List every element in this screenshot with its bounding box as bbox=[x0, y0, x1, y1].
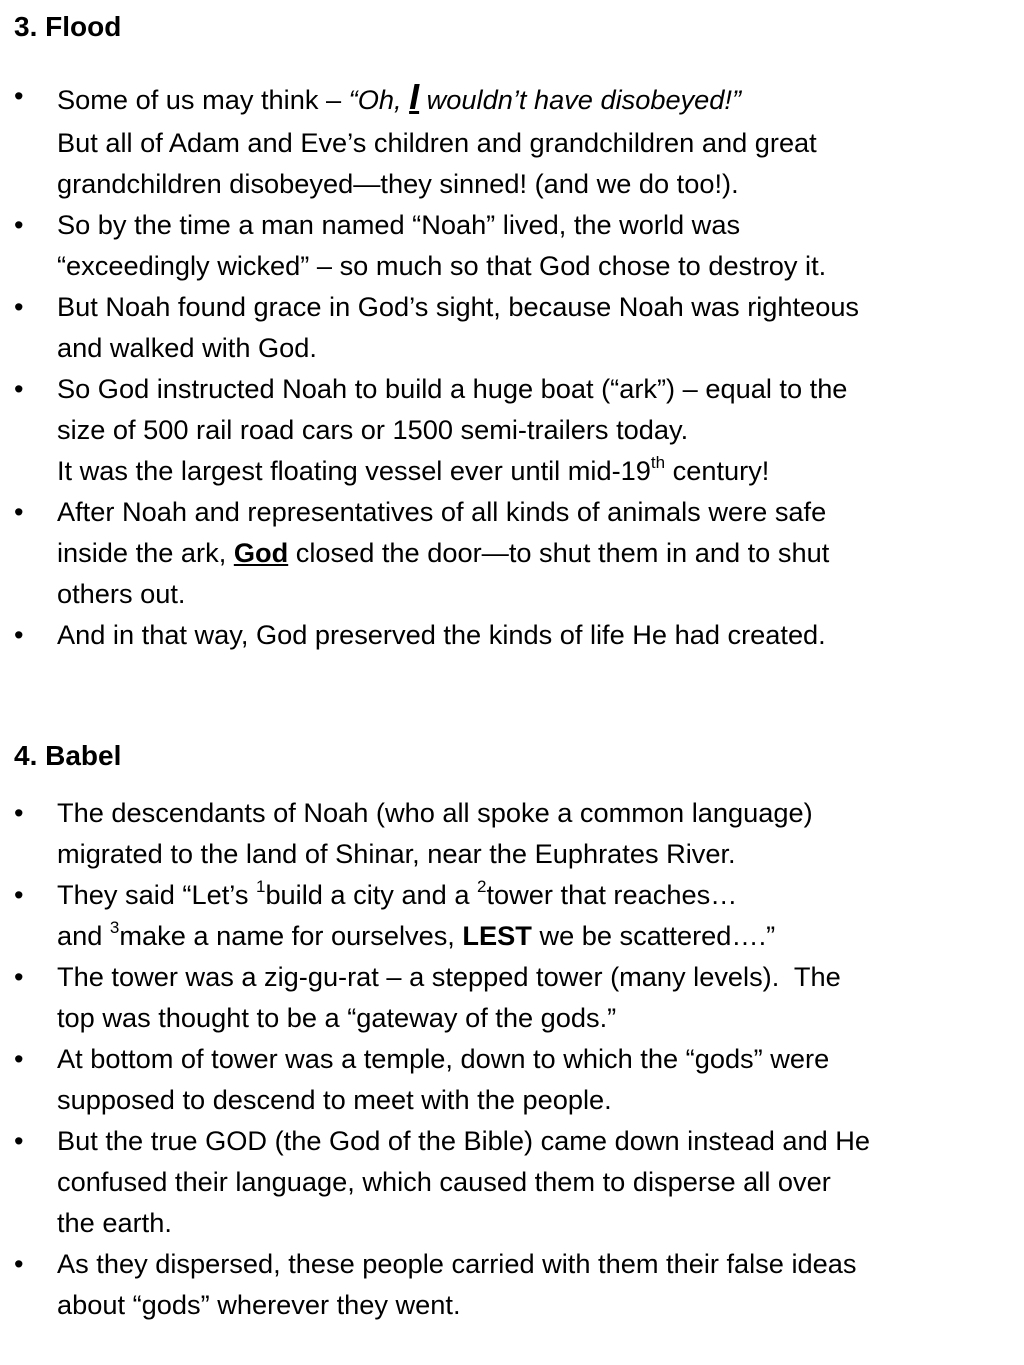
babel-bullet-3-line-1: The tower was a zig-gu-rat – a stepped tower (many levels). The bbox=[57, 961, 841, 992]
babel-bullet-5 bbox=[0, 1120, 1010, 1243]
emphasized-i: I bbox=[409, 76, 420, 117]
babel-bullet-4-line-1: At bottom of tower was a temple, down to which the “gods” were bbox=[57, 1043, 830, 1074]
babel-bullet-3 bbox=[0, 956, 1010, 1038]
flood-bullet-1-line-2: But all of Adam and Eve’s children and grandchildren and great bbox=[57, 127, 817, 158]
babel-bullet-2 bbox=[0, 874, 1010, 956]
babel-bullet-5-line-3: the earth. bbox=[57, 1207, 172, 1238]
babel-bullet-1-line-1: The descendants of Noah (who all spoke a common language) bbox=[57, 797, 813, 828]
bullet-dot: • bbox=[14, 291, 24, 322]
flood-bullet-6 bbox=[0, 614, 1010, 655]
flood-bullet-3 bbox=[0, 286, 1010, 368]
babel-bullet-5-line-1: But the true GOD (the God of the Bible) came down instead and He bbox=[57, 1125, 871, 1156]
bullet-dot: • bbox=[14, 619, 24, 650]
flood-bullet-2-line-2: “exceedingly wicked” – so much so that God chose to destroy it. bbox=[57, 250, 827, 281]
emphasized-god: God bbox=[233, 537, 289, 568]
flood-bullet-1-line-1: Some of us may think – “Oh, I wouldn’t have disobeyed!” bbox=[57, 76, 742, 117]
babel-bullet-5-line-2: confused their language, which caused them to disperse all over bbox=[57, 1166, 831, 1197]
bullet-dot: • bbox=[14, 1043, 24, 1074]
flood-bullet-2-line-1: So by the time a man named “Noah” lived, the world was bbox=[57, 209, 741, 240]
flood-bullet-4-line-2: size of 500 rail road cars or 1500 semi-trailers today. bbox=[57, 414, 689, 445]
babel-heading: 4. Babel bbox=[14, 740, 122, 771]
bullet-dot: • bbox=[14, 879, 24, 910]
flood-bullet-5-line-2: inside the ark, God closed the door—to shut them in and to shut bbox=[57, 537, 830, 568]
bullet-dot: • bbox=[14, 797, 24, 828]
flood-bullet-1-line-3: grandchildren disobeyed—they sinned! (and we do too!). bbox=[57, 168, 739, 199]
bullet-dot: • bbox=[14, 1125, 24, 1156]
emphasized-lest: LEST bbox=[462, 920, 532, 951]
flood-bullet-4-line-1: So God instructed Noah to build a huge boat (“ark”) – equal to the bbox=[57, 373, 848, 404]
flood-bullet-4 bbox=[0, 368, 1010, 491]
flood-bullet-6-line-1: And in that way, God preserved the kinds of life He had created. bbox=[57, 619, 826, 650]
babel-bullet-3-line-2: top was thought to be a “gateway of the gods.” bbox=[57, 1002, 617, 1033]
flood-bullet-5 bbox=[0, 491, 1010, 614]
babel-bullet-list bbox=[0, 792, 1010, 1325]
bullet-dot: • bbox=[14, 373, 24, 404]
bullet-dot: • bbox=[14, 1248, 24, 1279]
bullet-dot: • bbox=[14, 209, 24, 240]
flood-bullet-3-line-1: But Noah found grace in God’s sight, because Noah was righteous bbox=[57, 291, 860, 322]
flood-bullet-list bbox=[0, 75, 1010, 655]
babel-bullet-1 bbox=[0, 792, 1010, 874]
flood-bullet-1 bbox=[0, 75, 1010, 204]
babel-bullet-4 bbox=[0, 1038, 1010, 1120]
babel-bullet-1-line-2: migrated to the land of Shinar, near the Euphrates River. bbox=[57, 838, 736, 869]
babel-bullet-6-line-1: As they dispersed, these people carried with them their false ideas bbox=[57, 1248, 857, 1279]
flood-bullet-4-line-3: It was the largest floating vessel ever until mid-19th century! bbox=[57, 453, 770, 486]
flood-bullet-5-line-3: others out. bbox=[57, 578, 186, 609]
babel-bullet-4-line-2: supposed to descend to meet with the people. bbox=[57, 1084, 612, 1115]
babel-bullet-6 bbox=[0, 1243, 1010, 1325]
babel-bullet-2-line-1: They said “Let’s $^1$build a city and a $^2$tower that reaches… bbox=[57, 877, 738, 910]
bullet-dot: • bbox=[14, 80, 24, 111]
flood-bullet-5-line-1: After Noah and representatives of all kinds of animals were safe bbox=[57, 496, 827, 527]
flood-heading: 3. Flood bbox=[14, 11, 122, 42]
babel-bullet-2-line-2: and $^3$make a name for ourselves, LEST we be scattered….” bbox=[57, 918, 776, 951]
babel-bullet-6-line-2: about “gods” wherever they went. bbox=[57, 1289, 461, 1320]
flood-bullet-3-line-2: and walked with God. bbox=[57, 332, 317, 363]
bullet-dot: • bbox=[14, 961, 24, 992]
bullet-dot: • bbox=[14, 496, 24, 527]
flood-bullet-2 bbox=[0, 204, 1010, 286]
